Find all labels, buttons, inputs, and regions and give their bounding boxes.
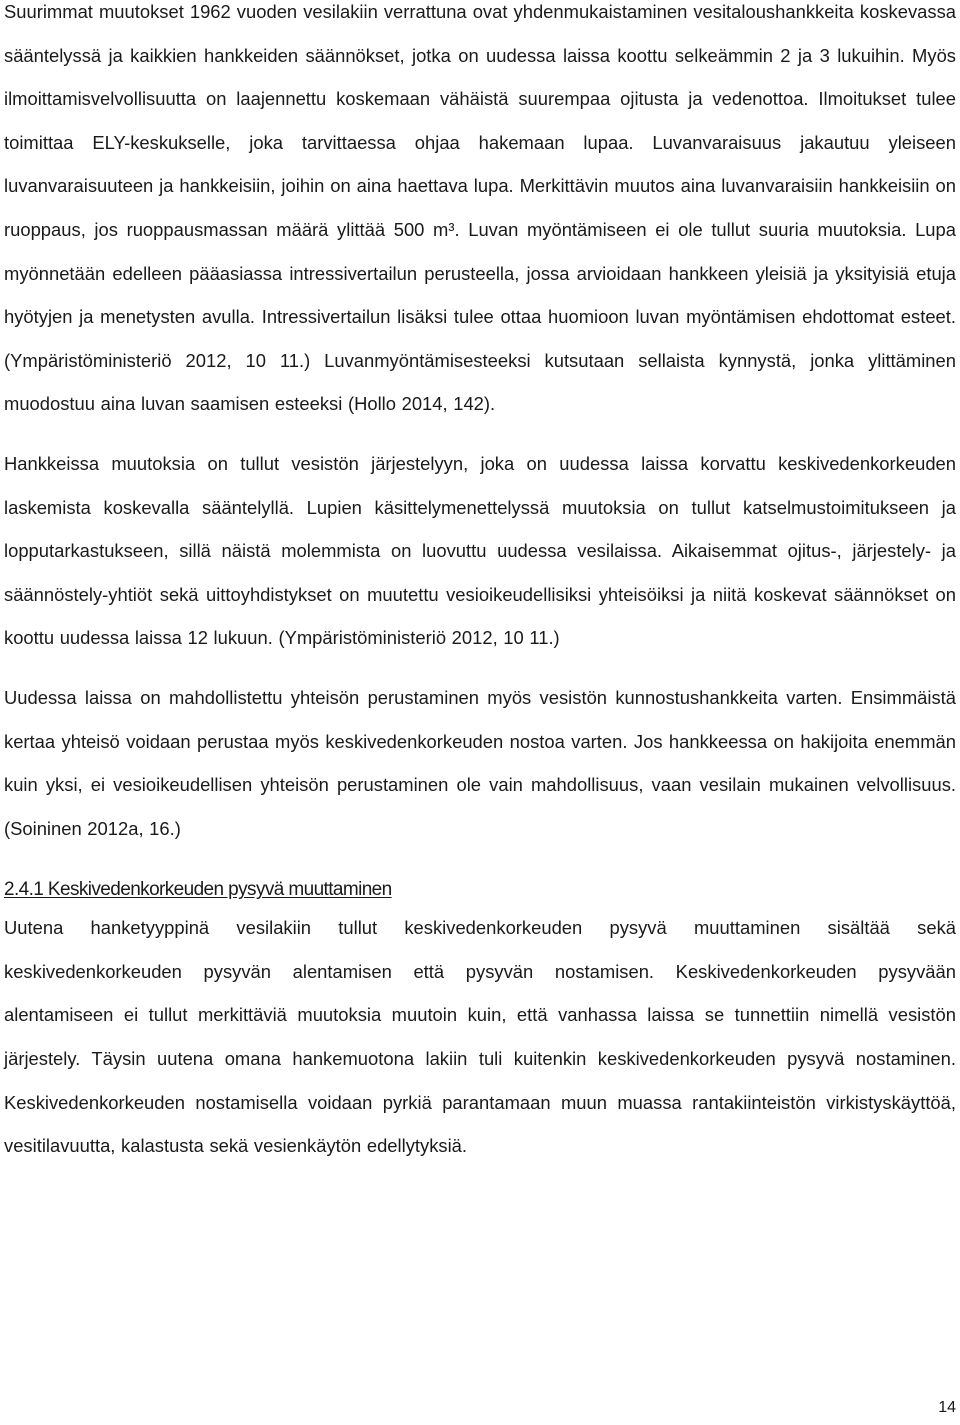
paragraph-2: Hankkeissa muutoksia on tullut vesistön järjestelyyn, joka on uudessa laissa korvattu keskivedenkorkeuden laskemista koskevalla sääntelyllä. Lupien käsittelymenettelyssä muutoksia on tullut katselmustoimitukseen ja lopputarkastukseen, sillä näistä molemmista on luovuttu uudessa vesilaissa. Aikaisemmat ojitus-, järjestely- ja säännöstely-yhtiöt sekä uittoyhdistykset on muutettu vesioikeudellisiksi yhteisöiksi ja niitä koskevat säännökset on koottu uudessa laissa 12 lukuun. (Ympäristöministeriö 2012, 10 11.) <box>4 452 956 649</box>
page-number: 14 <box>938 1399 956 1416</box>
paragraph-1: Suurimmat muutokset 1962 vuoden vesilakiin verrattuna ovat yhdenmukaistaminen vesitaloushankkeita koskevassa sääntelyssä ja kaikkien hankkeiden säännökset, jotka on uudessa laissa koottu selkeämmin 2 ja 3 lukuihin. Myös ilmoittamisvelvollisuutta on laajennettu koskemaan vähäistä suurempaa ojitusta ja vedenottoa. Ilmoitukset tulee toimittaa ELY-keskukselle, joka tarvittaessa ohjaa hakemaan lupaa. Luvanvaraisuus jakautuu yleiseen luvanvaraisuuteen ja hankkeisiin, joihin on aina haettava lupa. Merkittävin muutos aina luvanvaraisiin hankkeisiin on ruoppaus, jos ruoppausmassan määrä ylittää 500 m³. Luvan myöntämiseen ei ole tullut suuria muutoksia. Lupa myönnetään edelleen pääasiassa intressivertailun perusteella, jossa arvioidaan hankkeen yleisiä ja yksityisiä etuja hyötyjen ja menetysten avulla. Intressivertailun lisäksi tulee ottaa huomioon luvan myöntämisen ehdottomat esteet. (Ympäristöministeriö 2012, 10 11.) Luvanmyöntämisesteeksi kutsutaan sellaista kynnystä, jonka ylittäminen muodostuu aina luvan saamisen esteeksi (Hollo 2014, 142). <box>4 1 956 415</box>
document-page <box>4 0 956 1168</box>
paragraph-3: Uudessa laissa on mahdollistettu yhteisön perustaminen myös vesistön kunnostushankkeita varten. Ensimmäistä kertaa yhteisö voidaan perustaa myös keskivedenkorkeuden nostoa varten. Jos hankkeessa on hakijoita enemmän kuin yksi, ei vesioikeudellisen yhteisön perustaminen ole vain mahdollisuus, vaan vesilain mukainen velvollisuus. (Soininen 2012a, 16.) <box>4 686 956 839</box>
section-heading: 2.4.1 Keskivedenkorkeuden pysyvä muuttaminen <box>4 879 392 901</box>
section-paragraph: Uutena hanketyyppinä vesilakiin tullut keskivedenkorkeuden pysyvä muuttaminen sisältää sekä keskivedenkorkeuden pysyvän alentamisen että pysyvän nostamisen. Keskivedenkorkeuden pysyvään alentamiseen ei tullut merkittäviä muutoksia muutoin kuin, että vanhassa laissa se tunnettiin nimellä vesistön järjestely. Täysin uutena omana hankemuotona lakiin tuli kuitenkin keskivedenkorkeuden pysyvä nostaminen. Keskivedenkorkeuden nostamisella voidaan pyrkiä parantamaan muun muassa rantakiinteistön virkistyskäyttöä, vesitilavuutta, kalastusta sekä vesienkäytön edellytyksiä. <box>4 917 956 1157</box>
